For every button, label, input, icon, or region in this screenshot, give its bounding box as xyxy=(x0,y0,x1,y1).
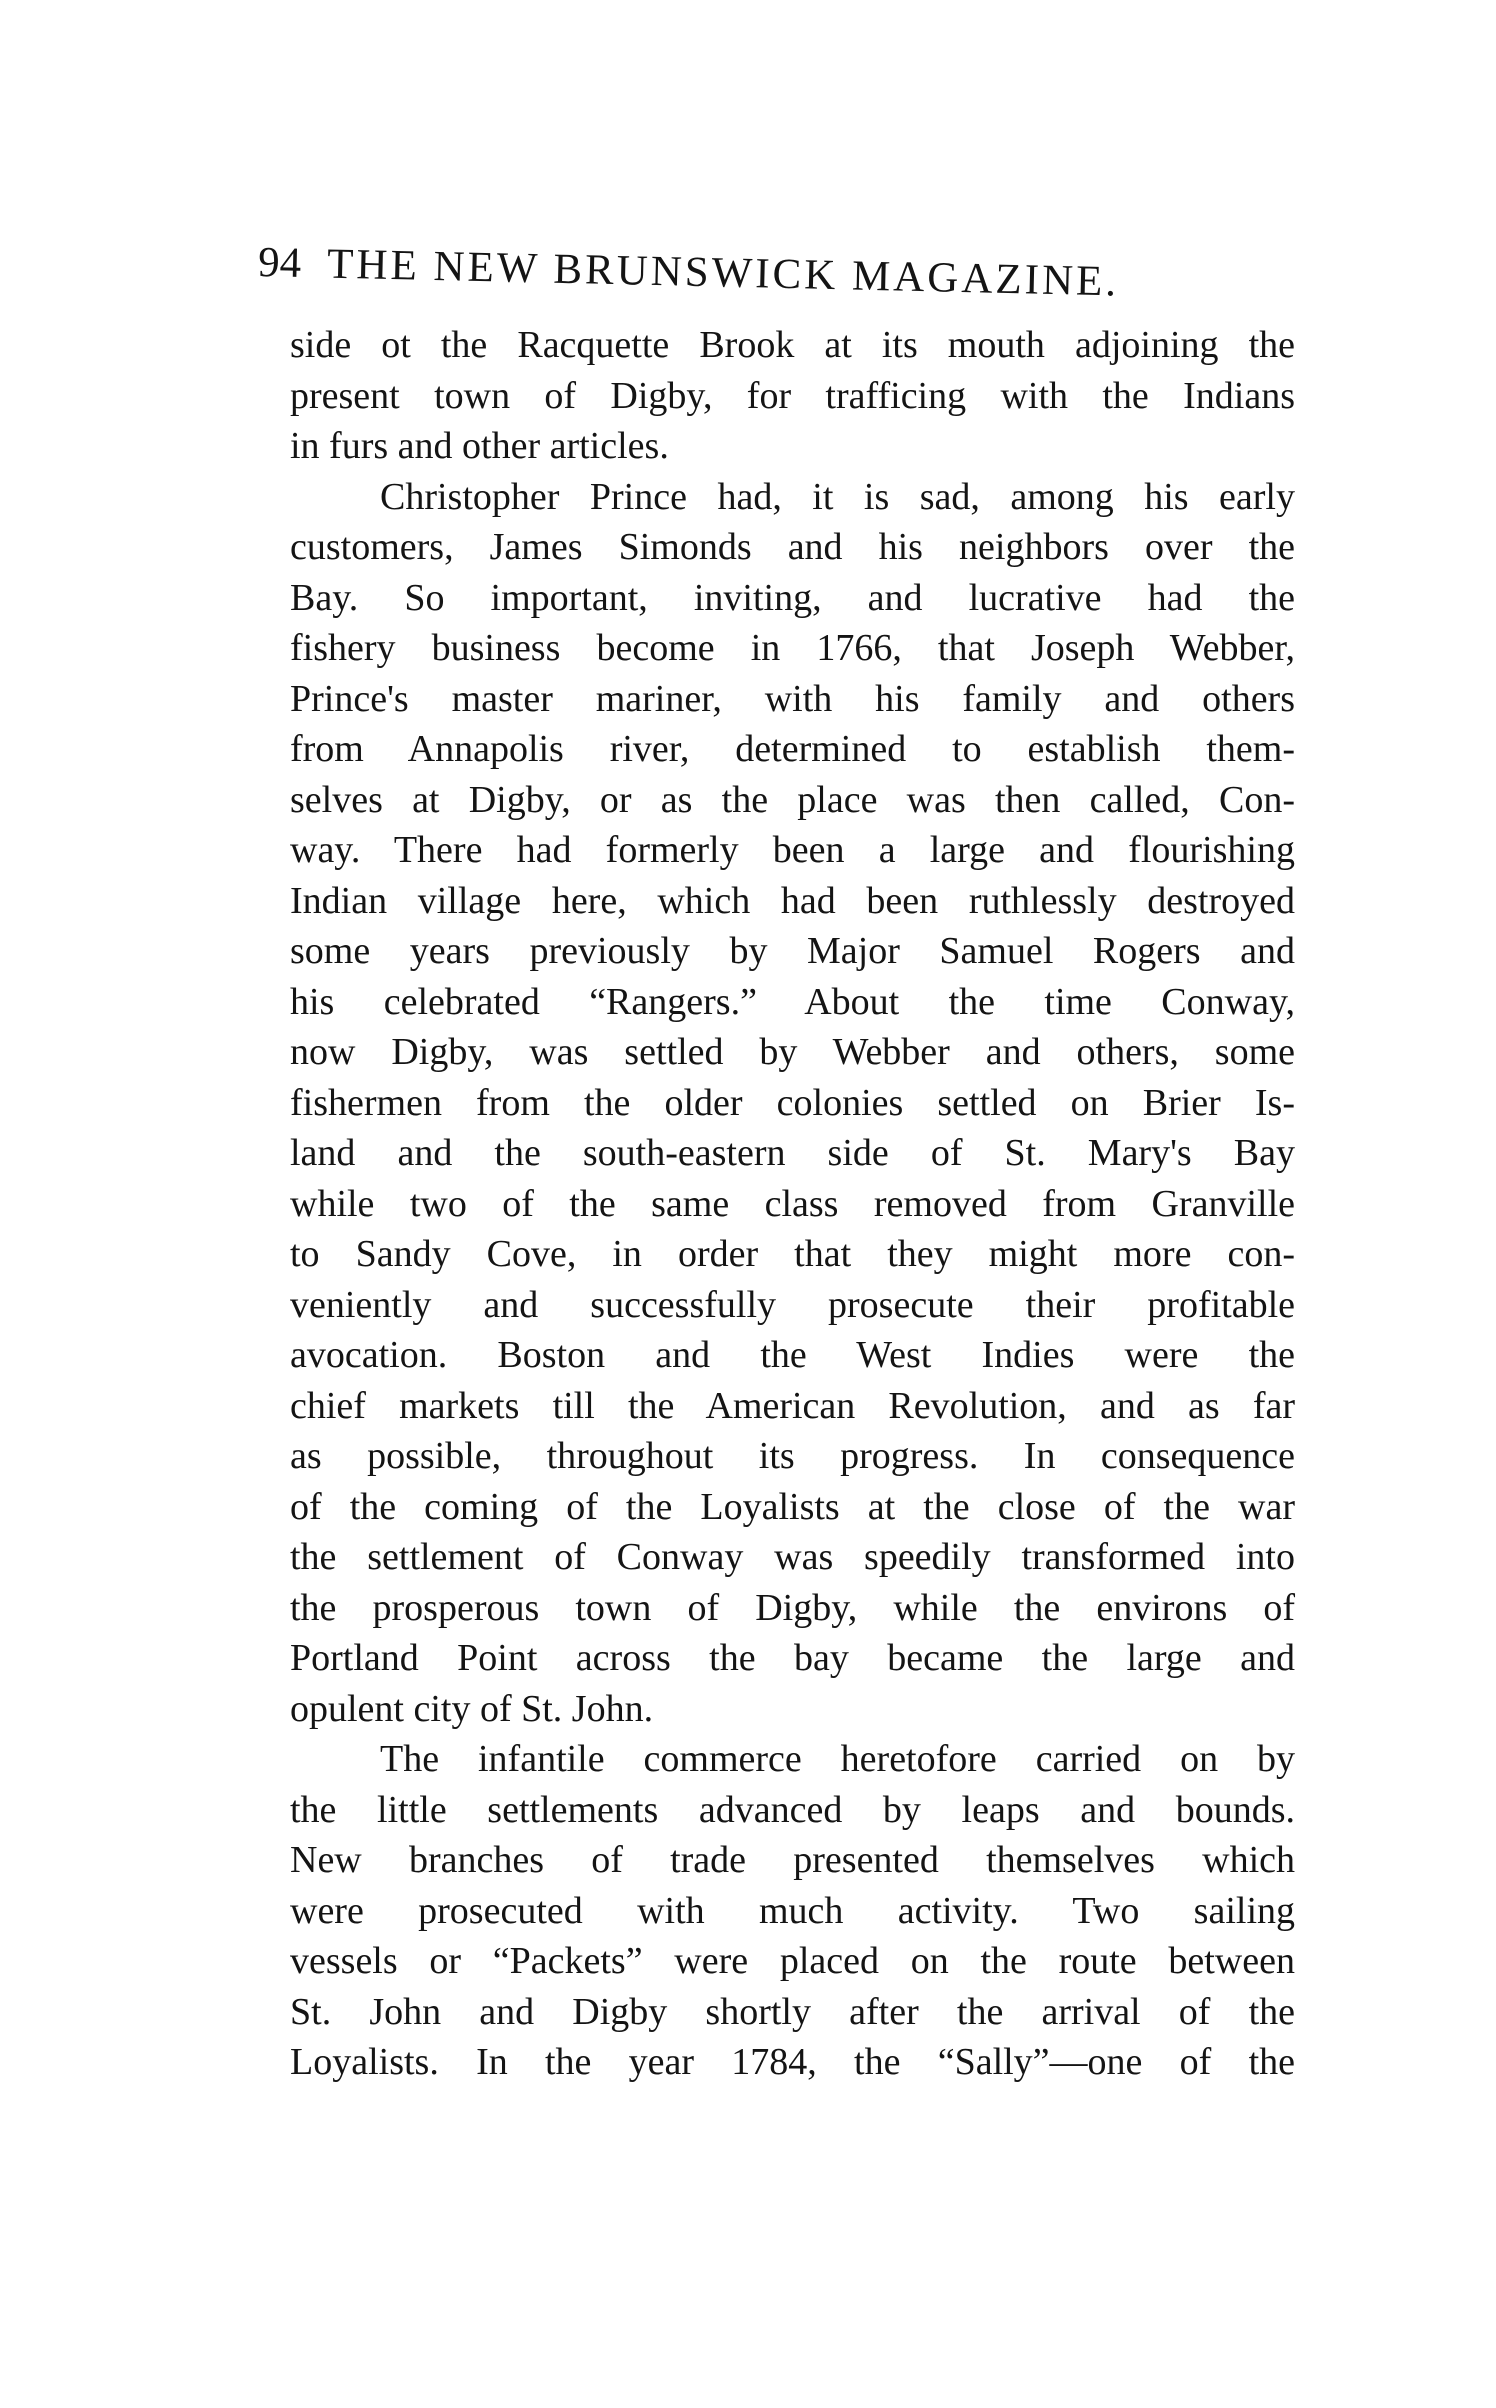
text-line: way. There had formerly been a large and flourishing xyxy=(290,829,1295,871)
text-line: the prosperous town of Digby, while the environs of xyxy=(290,1586,1295,1629)
paragraph xyxy=(290,472,1295,1735)
body-text xyxy=(290,320,1295,2088)
text-line: were prosecuted with much activity. Two sailing xyxy=(290,1889,1295,1932)
text-line: the settlement of Conway was speedily transformed into xyxy=(290,1536,1295,1578)
text-line: Portland Point across the bay became the large and xyxy=(290,1637,1295,1679)
text-line: as possible, throughout its progress. In consequence xyxy=(290,1435,1295,1477)
paragraph xyxy=(290,1734,1295,2088)
text-line: Prince's master mariner, with his family and others xyxy=(290,677,1295,720)
running-header xyxy=(257,238,1218,330)
text-line: land and the south-eastern side of St. Mary's Bay xyxy=(290,1132,1295,1174)
text-line: vessels or “Packets” were placed on the route between xyxy=(290,1940,1295,1982)
text-line: The infantile commerce heretofore carried on by xyxy=(380,1738,1295,1780)
text-line: present town of Digby, for trafficing with the Indians xyxy=(290,374,1295,417)
text-line: fishermen from the older colonies settled on Brier Is- xyxy=(290,1081,1295,1124)
text-line: chief markets till the American Revolution, and as far xyxy=(290,1384,1295,1427)
text-line: Christopher Prince had, it is sad, among his early xyxy=(380,475,1295,518)
text-line: selves at Digby, or as the place was then called, Con- xyxy=(290,778,1295,821)
text-line: of the coming of the Loyalists at the close of the war xyxy=(290,1485,1295,1528)
text-line: to Sandy Cove, in order that they might more con- xyxy=(290,1233,1295,1275)
text-line: opulent city of St. John. xyxy=(290,1687,654,1730)
text-line: side ot the Racquette Brook at its mouth adjoining the xyxy=(290,324,1295,366)
text-line: Bay. So important, inviting, and lucrative had the xyxy=(290,576,1295,619)
text-line: in furs and other articles. xyxy=(290,425,669,467)
page-number: 94 xyxy=(257,239,302,287)
text-line: customers, James Simonds and his neighbors over the xyxy=(290,526,1295,568)
running-title: THE NEW BRUNSWICK MAGAZINE. xyxy=(326,240,1120,306)
text-line: his celebrated “Rangers.” About the time Conway, xyxy=(290,980,1295,1023)
text-line: from Annapolis river, determined to establish them- xyxy=(290,728,1295,770)
text-line: veniently and successfully prosecute their profitable xyxy=(290,1283,1295,1326)
text-line: now Digby, was settled by Webber and others, some xyxy=(290,1031,1295,1073)
paragraph xyxy=(290,320,1295,472)
text-line: St. John and Digby shortly after the arrival of the xyxy=(290,1990,1295,2033)
text-line: while two of the same class removed from Granville xyxy=(290,1182,1295,1225)
text-line: avocation. Boston and the West Indies were the xyxy=(290,1334,1295,1376)
text-line: some years previously by Major Samuel Rogers and xyxy=(290,930,1295,972)
text-line: Loyalists. In the year 1784, the “Sally”—one of the xyxy=(290,2041,1295,2083)
text-line: Indian village here, which had been ruthlessly destroyed xyxy=(290,879,1295,922)
text-line: the little settlements advanced by leaps and bounds. xyxy=(290,1788,1295,1831)
text-line: New branches of trade presented themselves which xyxy=(290,1839,1295,1881)
text-line: fishery business become in 1766, that Joseph Webber, xyxy=(290,627,1295,669)
